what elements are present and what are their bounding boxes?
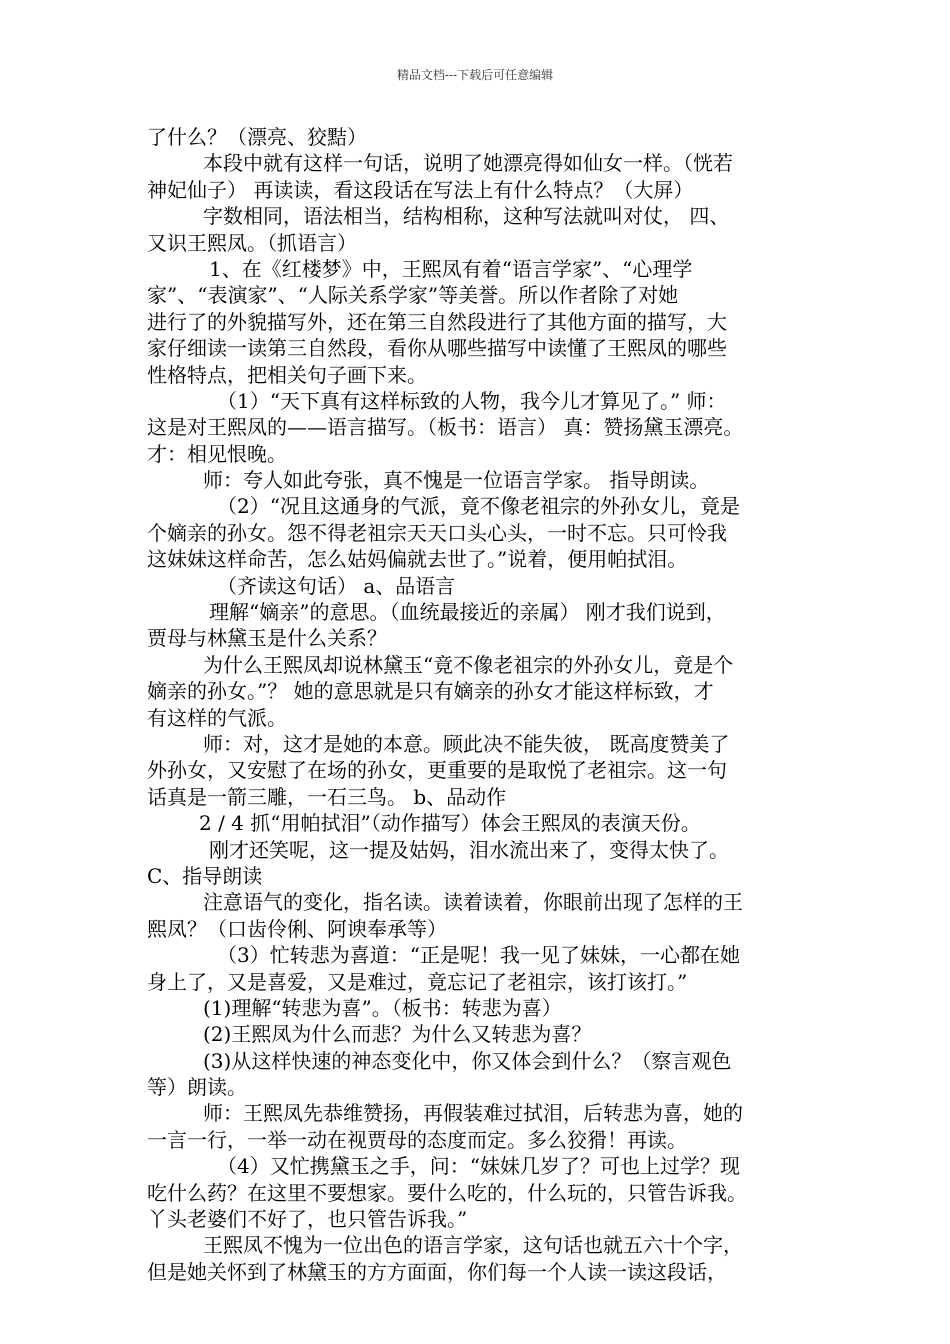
text-line: 字数相同，语法相当，结构相称，这种写法就叫对仗， 四、 — [203, 204, 730, 229]
text-line: 这是对王熙凤的——语言描写。（板书：语言） 真：赞扬黛玉漂亮。 — [147, 415, 744, 440]
text-line: 王熙凤不愧为一位出色的语言学家，这句话也就五六十个字， — [203, 1233, 743, 1258]
text-line: 话真是一箭三雕，一石三鸟。 b、品动作 — [147, 784, 507, 809]
text-line: 贾母与林黛玉是什么关系？ — [147, 626, 387, 651]
text-line: （4）又忙携黛玉之手，问：“妹妹几岁了？可也上过学？现 — [217, 1154, 740, 1179]
text-line: 1、在《红楼梦》中，王熙凤有着“语言学家”、“心理学 — [209, 256, 693, 281]
text-line: （齐读这句话） a、品语言 — [217, 573, 456, 598]
text-line: C、指导朗读 — [147, 863, 263, 888]
text-line: 吃什么药？在这里不要想家。要什么吃的，什么玩的，只管告诉我。 — [147, 1180, 747, 1205]
text-line: 一言一行，一举一动在视贾母的态度而定。多么狡猾！再读。 — [147, 1127, 687, 1152]
text-line: 师：王熙凤先恭维赞扬，再假装难过拭泪，后转悲为喜，她的 — [203, 1101, 743, 1126]
text-line: 身上了，又是喜爱，又是难过，竟忘记了老祖宗，该打该打。” — [147, 969, 688, 994]
text-line: （1）“天下真有这样标致的人物，我今儿才算见了。” 师： — [217, 388, 727, 413]
text-line: 本段中就有这样一句话，说明了她漂亮得如仙女一样。（恍若 — [203, 151, 733, 176]
text-line: 但是她关怀到了林黛玉的方方面面，你们每一个人读一读这段话， — [147, 1259, 727, 1284]
text-line: 神妃仙子） 再读读，看这段话在写法上有什么特点？（大屏） — [147, 177, 694, 202]
text-line: 师：夸人如此夸张，真不愧是一位语言学家。 指导朗读。 — [203, 468, 710, 493]
text-line: 家仔细读一读第三自然段，看你从哪些描写中读懂了王熙凤的哪些 — [147, 336, 727, 361]
text-line: 有这样的气派。 — [147, 705, 287, 730]
text-line: 师：对，这才是她的本意。顾此决不能失彼， 既高度赞美了 — [203, 731, 730, 756]
text-line: 才：相见恨晚。 — [147, 441, 287, 466]
text-line: 为什么王熙凤却说林黛玉“竟不像老祖宗的外孙女儿，竟是个 — [203, 652, 734, 677]
text-line: (3)从这样快速的神态变化中，你又体会到什么？（察言观色 — [203, 1048, 732, 1073]
text-line: 外孙女，又安慰了在场的孙女，更重要的是取悦了老祖宗。这一句 — [147, 758, 727, 783]
text-line: （3）忙转悲为喜道：“正是呢！我一见了妹妹，一心都在她 — [217, 943, 740, 968]
page-header: 精品文档---下载后可任意编辑 — [396, 68, 554, 82]
text-line: 又识王熙凤。（抓语言） — [147, 230, 357, 255]
text-line: 进行了的外貌描写外，还在第三自然段进行了其他方面的描写，大 — [147, 309, 727, 334]
text-line: 嫡亲的孙女。”？ 她的意思就是只有嫡亲的孙女才能这样标致，才 — [147, 679, 714, 704]
text-line: 这妹妹这样命苦，怎么姑妈偏就去世了。”说着，便用帕拭泪。 — [147, 547, 688, 572]
text-line: 理解“嫡亲”的意思。（血统最接近的亲属） 刚才我们说到， — [209, 600, 726, 625]
text-line: 丫头老婆们不好了，也只管告诉我。” — [147, 1207, 468, 1232]
text-line: 注意语气的变化，指名读。读着读着，你眼前出现了怎样的王 — [203, 890, 743, 915]
text-line: 熙凤？（口齿伶俐、阿谀奉承等） — [147, 916, 447, 941]
text-line: 性格特点，把相关句子画下来。 — [147, 362, 427, 387]
text-line: 了什么？（漂亮、狡黠） — [147, 125, 367, 149]
text-line: 个嫡亲的孙女。怨不得老祖宗天天口头心头，一时不忘。只可怜我 — [147, 520, 727, 545]
text-line: 刚才还笑呢，这一提及姑妈，泪水流出来了，变得太快了。 — [209, 837, 729, 862]
text-line: (2)王熙凤为什么而悲？为什么又转悲为喜？ — [203, 1022, 592, 1047]
text-line: 等）朗读。 — [147, 1075, 247, 1100]
text-line: 2 / 4 抓“用帕拭泪”（动作描写）体会王熙凤的表演天份。 — [199, 811, 701, 836]
text-line: （2）“况且这通身的气派，竟不像老祖宗的外孙女儿，竟是 — [217, 494, 740, 519]
text-line: (1)理解“转悲为喜”。（板书：转悲为喜） — [203, 995, 562, 1020]
body-text — [147, 124, 817, 1285]
text-line: 家”、“表演家”、“人际关系学家”等美誉。所以作者除了对她 — [147, 283, 679, 308]
